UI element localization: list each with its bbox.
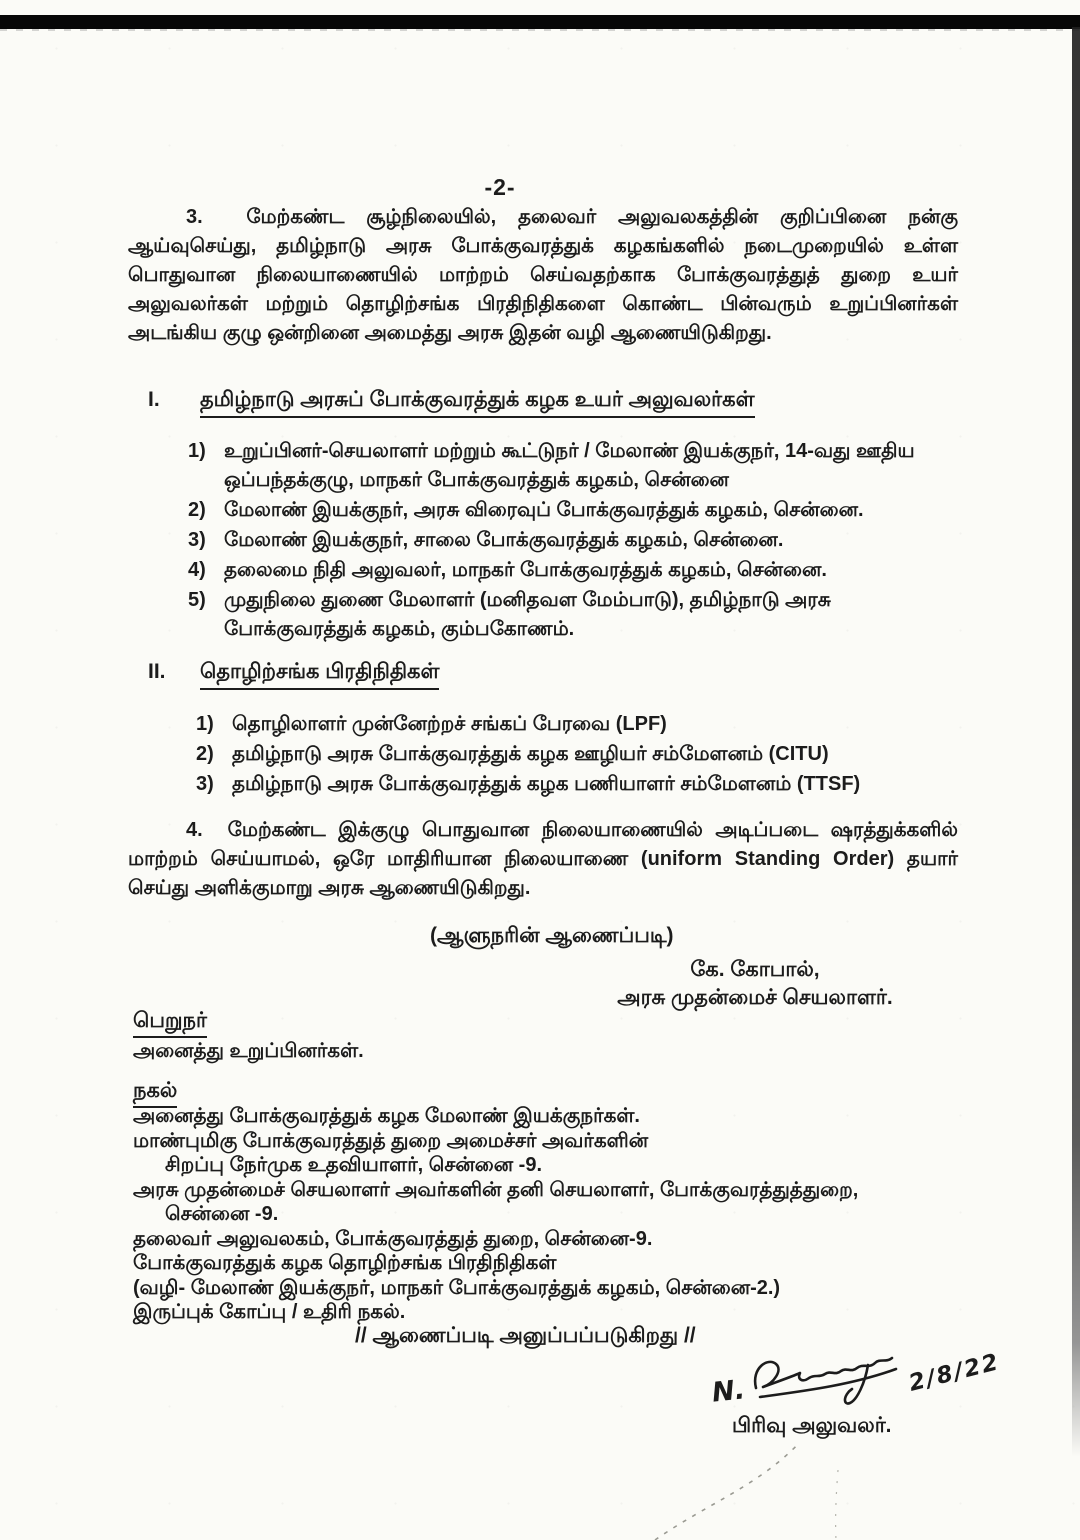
item-number: 5) (188, 589, 206, 611)
copy-line (133, 1153, 973, 1178)
item-text: (வழி- மேலாண் இயக்குநர், மாநகர் போக்குவரத்துக் கழகம், சென்னை-2.) (133, 1276, 781, 1299)
item-number: 4) (188, 559, 206, 581)
item-text: இருப்புக் கோப்பு / உதிரி நகல். (133, 1301, 406, 1323)
item-number: 3) (196, 773, 214, 795)
scan-top-band-artifact (0, 15, 1080, 29)
committee-member-item (188, 437, 960, 495)
scan-right-edge-artifact (1072, 27, 1080, 1457)
by-order-of-governor-line: (ஆளுநரின் ஆணைப்படி) (430, 924, 674, 947)
signatory-block (590, 956, 920, 1012)
section-2-member-list (196, 710, 960, 800)
copy-to-label: நகல் (133, 1079, 177, 1108)
signature-date: 2/8/22 (906, 1349, 1003, 1397)
item-text: மேலாண் இயக்குநர், அரசு விரைவுப் போக்குவரத்துக் கழகம், சென்னை. (224, 499, 864, 521)
section-1-title: தமிழ்நாடு அரசுப் போக்குவரத்துக் கழக உயர் அலுவலர்கள் (200, 388, 755, 418)
item-number: 2) (188, 499, 206, 521)
item-text: தமிழ்நாடு அரசு போக்குவரத்துக் கழக ஊழியர் சம்மேளனம் (CITU) (232, 743, 829, 765)
recipients-label: பெறுநர் (133, 1009, 207, 1038)
item-text: மேலாண் இயக்குநர், சாலை போக்குவரத்துக் கழகம், சென்னை. (224, 529, 784, 551)
item-text: உறுப்பினர்-செயலாளர் மற்றும் கூட்டுநர் / மேலாண் இயக்குநர், 14-வது ஊதிய ஒப்பந்தக்குழு, மாநகர் போக்குவரத்துக் கழகம், சென்னை (224, 440, 915, 491)
item-text: போக்குவரத்துக் கழக தொழிற்சங்க பிரதிநிதிகள் (133, 1252, 557, 1274)
section-officer-signature-block (710, 1349, 1012, 1440)
item-text: அனைத்து போக்குவரத்துக் கழக மேலாண் இயக்குநர்கள். (133, 1105, 640, 1127)
copy-line (133, 1104, 973, 1129)
signature-initial: N. (710, 1374, 747, 1409)
forwarded-by-order-line: // ஆணைப்படி அனுப்பப்படுகிறது // (355, 1324, 696, 1347)
item-text: தலைமை நிதி அலுவலர், மாநகர் போக்குவரத்துக் கழகம், சென்னை. (224, 559, 827, 581)
section-1-numeral: I. (148, 388, 160, 411)
copy-line (133, 1251, 973, 1276)
section-officer-title: பிரிவு அலுவலர். (732, 1414, 892, 1437)
item-text: சிறப்பு நேர்முக உதவியாளர், சென்னை -9. (165, 1154, 543, 1176)
copy-line (133, 1178, 973, 1203)
item-text: முதுநிலை துணை மேலாளர் (மனிதவள மேம்பாடு), தமிழ்நாடு அரசு போக்குவரத்துக் கழகம், கும்பகோணம். (224, 589, 831, 640)
copy-line (133, 1129, 973, 1154)
item-text: தலைவர் அலுவலகம், போக்குவரத்துத் துறை, சென்னை-9. (133, 1227, 653, 1250)
handwritten-signature-line (710, 1349, 1012, 1414)
union-representative-item (196, 710, 960, 739)
item-number: 2) (196, 743, 214, 765)
signatory-title: அரசு முதன்மைச் செயலாளர். (617, 986, 893, 1009)
union-representative-item (196, 770, 960, 799)
item-text: அரசு முதன்மைச் செயலாளர் அவர்களின் தனி செயலாளர், போக்குவரத்துத்துறை, (133, 1178, 859, 1201)
signatory-name: கே. கோபால், (690, 958, 820, 981)
committee-member-item (188, 526, 960, 555)
page-number: -2- (484, 174, 516, 200)
section-1-member-list (188, 437, 960, 645)
copy-line (133, 1202, 973, 1227)
item-number: 1) (196, 713, 214, 735)
copy-line (133, 1300, 973, 1325)
item-text: தமிழ்நாடு அரசு போக்குவரத்துக் கழக பணியாளர் சம்மேளனம் (TTSF) (232, 773, 861, 795)
item-number: 1) (188, 440, 206, 462)
paragraph-3: 3. மேற்கண்ட சூழ்நிலையில், தலைவர் அலுவலகத்தின் குறிப்பினை நன்கு ஆய்வுசெய்து, தமிழ்நாடு அரசு போக்குவரத்துக் கழகங்களில் நடைமுறையில் உள்ள பொதுவான நிலையாணையில் மாற்றம் செய்வதற்காக போக்குவரத்துத் துறை உயர் அலுவலர்கள் மற்றும் தொழிற்சங்க பிரதிநிதிகளை கொண்ட பின்வரும் உறுப்பினர்கள் அடங்கிய குழு ஒன்றினை அமைத்து அரசு இதன் வழி ஆணையிடுகிறது. (128, 206, 958, 344)
paragraph-4: 4. மேற்கண்ட இக்குழு பொதுவான நிலையாணையில் அடிப்படை ஷரத்துக்களில் மாற்றம் செய்யாமல், ஒரே மாதிரியான நிலையாணை (uniform Standing Order) தயார் செய்து அளிக்குமாறு அரசு ஆணையிடுகிறது. (128, 819, 958, 899)
committee-member-item (188, 556, 960, 585)
committee-member-item (188, 586, 960, 644)
union-representative-item (196, 740, 960, 769)
item-number: 3) (188, 529, 206, 551)
recipients-value: அனைத்து உறுப்பினர்கள். (133, 1040, 364, 1062)
item-text: தொழிலாளர் முன்னேற்றச் சங்கப் பேரவை (LPF) (232, 713, 667, 735)
section-2-heading (148, 660, 439, 690)
section-2-numeral: II. (148, 660, 166, 683)
committee-member-item (188, 496, 960, 525)
section-2-title: தொழிற்சங்க பிரதிநிதிகள் (200, 660, 439, 690)
copy-distribution-list (133, 1104, 973, 1325)
copy-line (133, 1276, 973, 1301)
copy-line (133, 1227, 973, 1252)
signature-scribble-icon (746, 1352, 906, 1414)
item-text: சென்னை -9. (165, 1203, 279, 1225)
item-text: மாண்புமிகு போக்குவரத்துத் துறை அமைச்சர் அவர்களின் (133, 1129, 649, 1152)
section-1-heading (148, 388, 755, 418)
